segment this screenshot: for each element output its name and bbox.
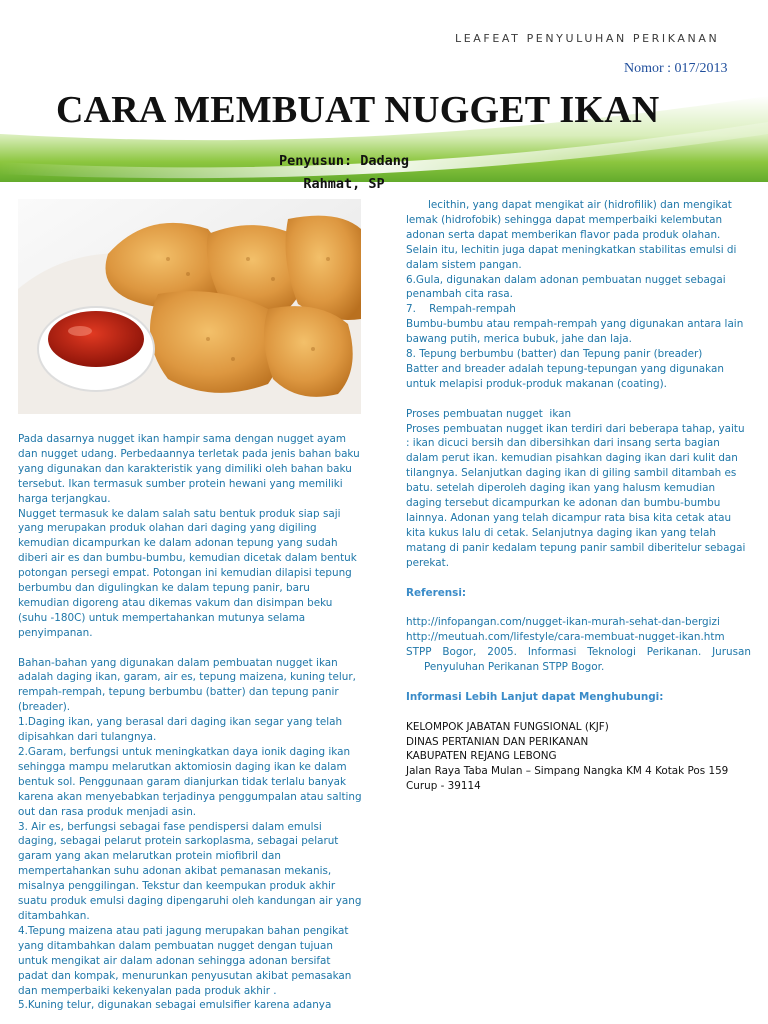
ingredients-paragraph: Bahan-bahan yang digunakan dalam pembuatan nugget ikan adalah daging ikan, garam, air es, tepung maizena, kuning telur, rempah-rempah, tepung berbumbu (batter) dan tepung panir (breader). [18,656,356,714]
paragraph-spacer [406,571,751,586]
document-number: Nomor : 017/2013 [624,61,728,76]
ingredient-item-1: 1.Daging ikan, yang berasal dari daging ikan segar yang telah dipisahkan dari tulangnya. [18,716,343,744]
ingredient-item-7-text: Bumbu-bumbu atau rempah-rempah yang digunakan antara lain bawang putih, merica bubuk, jahe dan laja. [406,318,744,346]
reference-link-1[interactable]: http://infopangan.com/nugget-ikan-murah-sehat-dan-bergizi [406,616,720,629]
paragraph-spacer [406,675,751,690]
paragraph-spacer [18,641,363,656]
ingredient-item-4: 4.Tepung maizena atau pati jagung merupakan bahan pengikat yang ditambahkan dalam pembuatan nugget dengan tujuan untuk mengikat air dalam adonan sehingga adonan bersifat padat dan kompak, menurunkan penyusutan akibat pemasakan dan memperbaiki kekenyalan pada produk akhir . [18,924,352,997]
ingredient-item-2: 2.Garam, berfungsi untuk meningkatkan daya ionik daging ikan sehingga mampu melarutkan aktomiosin daging ikan ke dalam bentuk sol. Penggunaan garam dianjurkan tidak terlalu banyak karena akan menyebabkan terjadinya penggumpalan atau salting out dan rasa produk menjadi asin. [18,746,362,818]
contact-line-2: DINAS PERTANIAN DAN PERIKANAN [406,735,589,748]
contact-postal: Curup - 39114 [406,780,481,793]
reference-book: STPP Bogor, 2005. Informasi Teknologi Perikanan. Jurusan Penyuluhan Perikanan STPP Bogor. [406,646,751,674]
process-paragraph: Proses pembuatan nugget ikan terdiri dari beberapa tahap, yaitu : ikan dicuci bersih dan dibersihkan dari insang serta bagian dalam perut ikan. kemudian pisahkan daging ikan dari kulit dan tilangnya. Selanjutkan daging ikan di giling sambil ditambah es batu. setelah diperoleh daging ikan yang halusm kemudian daging tersebut dicampurkan ke adonan dan bumbu-bumbu lainnya. Adonan yang telah dicampur rata bisa kita cetak atau kita kukus lalu di cetak. Selanjutnya daging ikan yang telah matang di panir kedalam tepung panir sambil diberitelur sebagai perekat. [406,422,746,569]
left-column [18,432,363,1013]
definition-paragraph: Nugget termasuk ke dalam salah satu bentuk produk siap saji yang merupakan produk olahan dari daging yang digiling kemudian dicampurkan ke dalam adonan tepung yang sudah diberi air es dan bumbu-bumbu, kemudian dicetak dalam bentuk potongan persegi empat. Potongan ini kemudian dilapisi tepung berbumbu dan digulingkan ke dalam tepung panir, baru kemudian digoreng atau dikemas vakum dan disimpan beku (suhu -180C) untuk mempertahankan mutunya selama penyimpanan. [18,507,357,639]
ingredient-item-5: 5.Kuning telur, digunakan sebagai emulsifier karena adanya [18,999,332,1012]
paragraph-spacer [406,705,751,720]
ingredient-item-6: 6.Gula, digunakan dalam adonan pembuatan nugget sebagai penambah cita rasa. [406,273,726,301]
contact-address: Jalan Raya Taba Mulan – Simpang Nangka KM 4 Kotak Pos 159 [406,765,729,778]
reference-link-2[interactable]: http://meutuah.com/lifestyle/cara-membuat-nugget-ikan.htm [406,631,725,644]
paragraph-spacer [406,600,751,615]
nugget-photo-icon [18,199,361,414]
author-line-1: Penyusun: Dadang [278,153,410,169]
contact-line-1: KELOMPOK JABATAN FUNGSIONAL (KJF) [406,720,609,733]
page-title: CARA MEMBUAT NUGGET IKAN [56,89,660,131]
ingredient-item-8-text: Batter and breader adalah tepung-tepungan yang digunakan untuk melapisi produk-produk makanan (coating). [406,362,724,390]
contact-line-3: KABUPATEN REJANG LEBONG [406,750,557,763]
continuation-paragraph: lecithin, yang dapat mengikat air (hidrofilik) dan mengikat lemak (hidrofobik) sehingga dapat memperbaiki kelembutan adonan serta dapat memberikan flavor pada produk olahan. Selain itu, lechitin juga dapat meningkatkan stabilitas emulsi di dalam sistem pangan. [406,199,737,271]
author-block [262,150,426,196]
paragraph-spacer [406,392,751,407]
intro-paragraph: Pada dasarnya nugget ikan hampir sama dengan nugget ayam dan nugget udang. Perbedaannya terletak pada jenis bahan baku yang digunakan dan karakteristik yang dimiliki oleh bahan baku tersebut. Ikan termasuk sumber protein hewani yang memiliki harga terjangkau. [18,433,360,505]
ingredient-item-3: 3. Air es, berfungsi sebagai fase pendispersi dalam emulsi daging, sebagai pelarut protein sarkoplasma, sebagai pelarut garam yang akan melarutkan protein miofibril dan mempertahankan suhu adonan akibat pemanasan mekanis, misalnya penggilingan. Tekstur dan keempukan produk akhir suatu produk emulsi daging dipengaruhi oleh kandungan air yang ditambahkan. [18,820,362,922]
author-line-2: Rahmat, SP [303,176,385,192]
ingredient-item-7: 7. Rempah-rempah [406,303,516,316]
right-column [406,198,751,794]
references-heading: Referensi: [406,586,467,599]
leaflet-series-label: LEAFEAT PENYULUHAN PERIKANAN [455,32,720,45]
contact-heading: Informasi Lebih Lanjut dapat Menghubungi: [406,690,664,703]
process-title: Proses pembuatan nugget ikan [406,407,572,420]
ingredient-item-8: 8. Tepung berbumbu (batter) dan Tepung panir (breader) [406,348,703,361]
